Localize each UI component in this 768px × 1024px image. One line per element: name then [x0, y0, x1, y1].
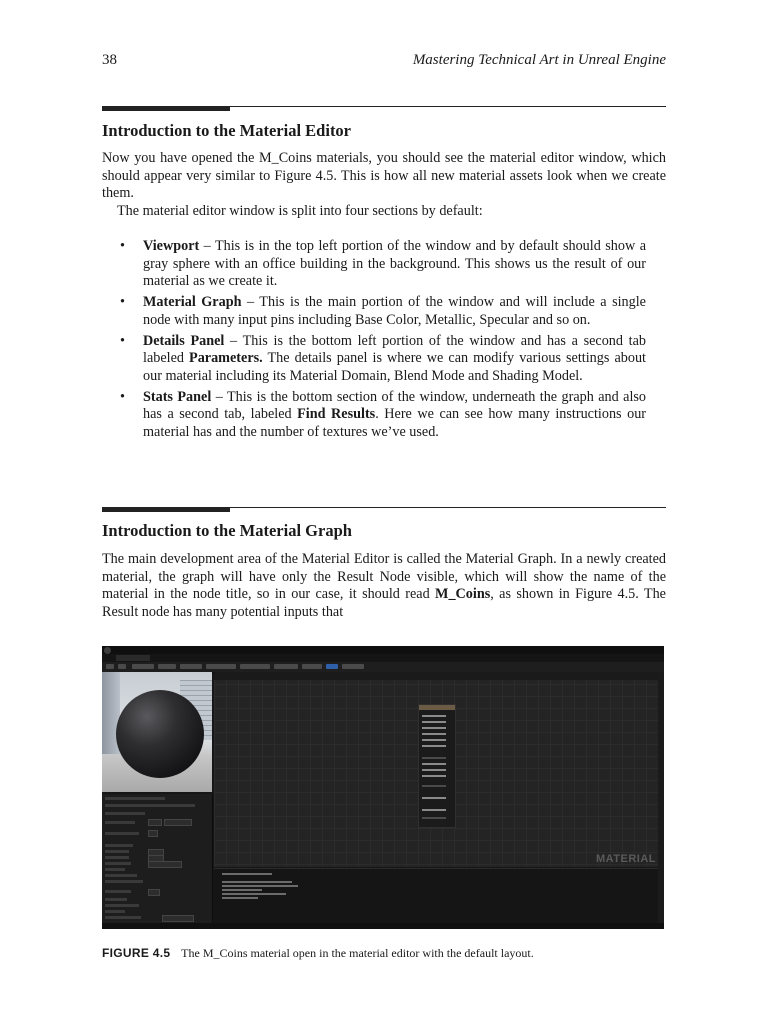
bullet-text: – This is in the top left portion of the window and by default should show a gray sphere with an office building in the background. This shows us the result of our material as we create it.	[143, 238, 646, 290]
toolbar-button	[206, 664, 236, 669]
stats-tab	[222, 873, 272, 875]
stats-line	[222, 897, 258, 899]
node-pin	[422, 721, 446, 723]
bullet-text: – This is the main portion of the window and will include a single node with many input pins including Base Color, Metallic, Specular and so on.	[143, 294, 646, 328]
paragraph: The material editor window is split into four sections by default:	[117, 203, 483, 219]
paragraph	[102, 551, 666, 622]
details-row	[105, 916, 141, 919]
editor-menu-bar	[102, 646, 664, 654]
bullet-bold-inline: Find Results	[297, 406, 376, 423]
details-field	[164, 819, 192, 826]
node-pin	[422, 809, 446, 811]
details-row	[105, 821, 135, 824]
paragraph-text: The main development area of the Material Editor is called the Material Graph. In a newly created material, the graph will have only the Result Node visible, which will show the name of the material in the node title, so in our case, it should read	[102, 551, 666, 603]
running-header	[102, 52, 666, 69]
bullet-list	[120, 238, 646, 445]
node-pin	[422, 739, 446, 741]
bullet-icon: •	[120, 388, 125, 405]
details-row	[105, 874, 137, 877]
details-field	[148, 861, 182, 868]
bullet-term: Stats Panel	[143, 388, 212, 405]
bullet-icon: •	[120, 332, 125, 349]
graph-scrollbar	[658, 672, 664, 924]
node-pin	[422, 727, 446, 729]
node-pin	[422, 785, 446, 787]
details-tab	[105, 797, 165, 800]
paragraph: Now you have opened the M_Coins materials, you should see the material editor window, which should appear very similar to Figure 4.5. This is how all new material assets look when we create them.	[102, 150, 666, 202]
editor-status-bar	[102, 923, 664, 929]
details-row	[105, 844, 133, 847]
page-number: 38	[102, 52, 117, 68]
stats-line	[222, 893, 286, 895]
figure-caption	[102, 946, 534, 961]
viewport-preview	[102, 672, 212, 792]
toolbar-button	[342, 664, 364, 669]
bullet-icon: •	[120, 294, 125, 311]
stats-line	[222, 881, 292, 883]
node-pin	[422, 745, 446, 747]
node-pin	[422, 797, 446, 799]
details-field	[148, 819, 162, 826]
details-row	[105, 850, 129, 853]
details-row	[105, 910, 125, 913]
bullet-term: Details Panel	[143, 332, 225, 349]
node-pin	[422, 769, 446, 771]
node-pin	[422, 763, 446, 765]
toolbar-button	[118, 664, 126, 669]
section-heading-material-editor: Introduction to the Material Editor	[102, 121, 352, 140]
bullet-bold-inline: Parameters.	[189, 350, 263, 367]
section-rule-accent	[102, 106, 230, 111]
paragraph-bold: M_Coins	[435, 586, 491, 603]
list-item	[120, 389, 646, 442]
details-search	[105, 804, 195, 807]
toolbar-button	[180, 664, 202, 669]
toolbar-button	[158, 664, 176, 669]
running-title: Mastering Technical Art in Unreal Engine	[412, 52, 666, 68]
toolbar-button	[302, 664, 322, 669]
unreal-logo-icon	[104, 647, 111, 654]
section-heading-material-graph: Introduction to the Material Graph	[102, 521, 352, 540]
details-row	[105, 862, 131, 865]
toolbar-button	[240, 664, 270, 669]
node-pin	[422, 775, 446, 777]
editor-tab-bar	[102, 654, 664, 662]
stats-line	[222, 889, 262, 891]
node-pin	[422, 817, 446, 819]
details-field	[148, 830, 158, 837]
details-row	[105, 890, 131, 893]
list-item	[120, 238, 646, 291]
figure-caption-text: The M_Coins material open in the material editor with the default layout.	[181, 946, 534, 960]
details-row	[105, 898, 127, 901]
stats-panel	[214, 868, 658, 924]
paragraph-text: , as shown in Figure 4.5. The Result node has many potential inputs that	[102, 586, 666, 621]
details-field	[162, 915, 194, 922]
bullet-text: . Here we can see how many instructions our material has and the number of textures we’ve used.	[143, 406, 647, 441]
result-node	[418, 704, 456, 828]
graph-breadcrumb-bar	[214, 672, 658, 680]
preview-sphere	[116, 690, 204, 778]
bullet-text: – This is the bottom left portion of the window and has a second tab labeled	[143, 332, 647, 367]
material-watermark: MATERIAL	[596, 853, 657, 865]
figure-material-editor-screenshot	[102, 646, 664, 929]
stats-line	[222, 885, 298, 887]
node-pin	[422, 757, 446, 759]
bullet-text: The details panel is where we can modify various settings about our material including its Material Domain, Blend Mode and Shading Model.	[143, 350, 646, 384]
details-row	[105, 832, 139, 835]
editor-tab	[116, 655, 150, 661]
list-item	[120, 294, 646, 329]
details-panel	[102, 794, 213, 929]
node-pin	[422, 733, 446, 735]
figure-label: FIGURE 4.5	[102, 946, 171, 960]
details-field	[148, 889, 160, 896]
bullet-text: – This is the bottom section of the window, underneath the graph and also has a second tab, labeled	[143, 388, 647, 423]
node-pin	[422, 715, 446, 717]
toolbar-button	[106, 664, 114, 669]
details-row	[105, 856, 129, 859]
result-node-title	[419, 705, 455, 710]
bullet-term: Viewport	[143, 238, 200, 254]
section-rule-accent	[102, 507, 230, 512]
toolbar-button-active	[326, 664, 338, 669]
details-row	[105, 868, 125, 871]
details-row	[105, 904, 139, 907]
details-row	[105, 880, 143, 883]
list-item	[120, 333, 646, 386]
bullet-term: Material Graph	[143, 294, 242, 311]
toolbar-button	[274, 664, 298, 669]
details-row	[105, 812, 145, 815]
bullet-icon: •	[120, 238, 125, 254]
toolbar-button	[132, 664, 154, 669]
